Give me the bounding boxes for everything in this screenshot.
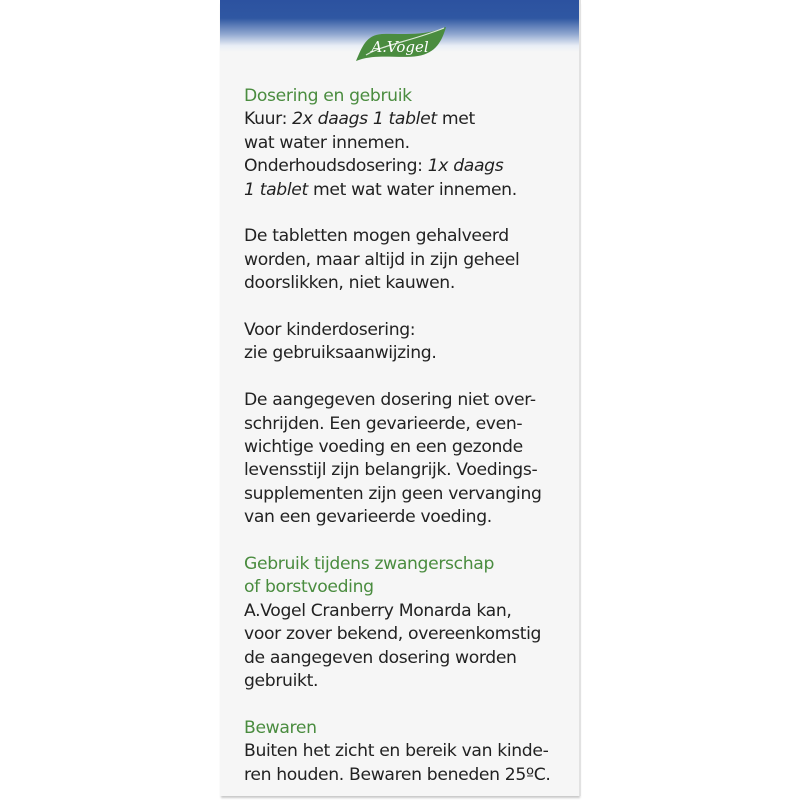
dosage-content (244, 85, 574, 787)
svg-text:A.Vogel: A.Vogel (371, 38, 429, 56)
heading-zwangerschap: Gebruik tijdens zwangerschap of borstvoeding (244, 554, 495, 598)
warning-text: De aangegeven dosering niet over- schrijden. Een gevarieerde, even- wichtige voeding en een gezonde levensstijl zijn belangrijk. Voedings- supplementen zijn geen vervanging van een gevarieerde voeding. (244, 390, 542, 528)
tabletten-text: De tabletten mogen gehalveerd worden, maar altijd in zijn geheel doorslikken, niet kauwen. (244, 226, 520, 294)
avogel-logo (352, 25, 448, 65)
kinderdosering-text: Voor kinderdosering: zie gebruiksaanwijzing. (244, 320, 437, 364)
kuur-text: Kuur: 2x daags 1 tablet met wat water innemen. (244, 109, 475, 153)
package-side-panel (220, 0, 581, 796)
onderhoud-text: Onderhoudsdosering: 1x daags 1 tablet met wat water innemen. (244, 156, 517, 200)
leaf-logo-icon (352, 25, 448, 65)
bewaren-text: Buiten het zicht en bereik van kinde- ren houden. Bewaren beneden 25ºC. (244, 741, 551, 785)
zwangerschap-text: A.Vogel Cranberry Monarda kan, voor zover bekend, overeenkomstig de aangegeven dosering worden gebruikt. (244, 600, 542, 692)
heading-dosering: Dosering en gebruik (244, 86, 412, 106)
heading-bewaren: Bewaren (244, 717, 317, 738)
